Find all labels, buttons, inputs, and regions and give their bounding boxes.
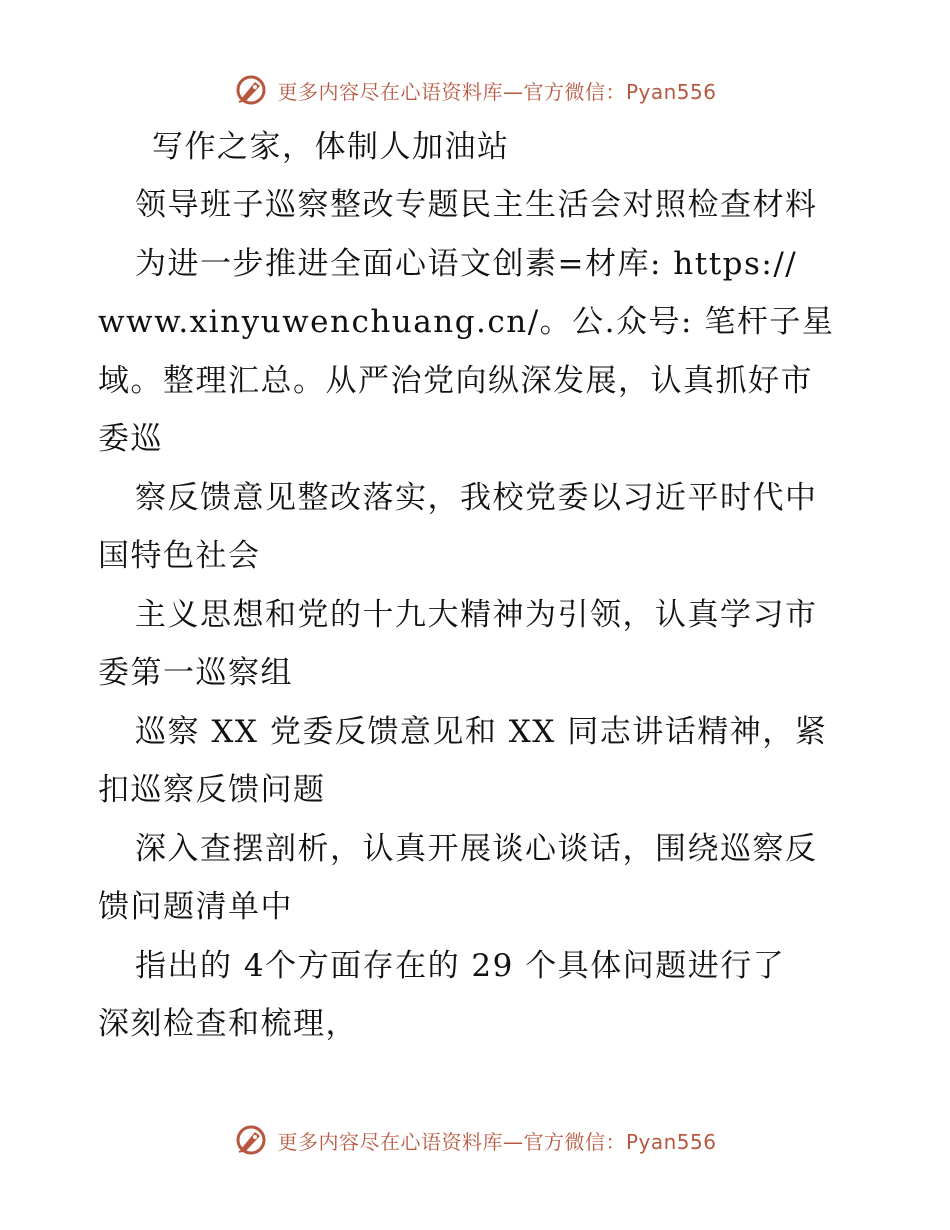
document-line: 域。整理汇总。从严治党向纵深发展，认真抓好市 xyxy=(98,363,813,399)
footer-banner-separator: — xyxy=(502,1129,524,1154)
pen-nib-circle-icon xyxy=(233,1122,269,1158)
document-line: 委第一巡察组 xyxy=(98,655,293,691)
document-line: 国特色社会 xyxy=(98,538,261,574)
header-banner-title: 更多内容尽在心语资料库 xyxy=(277,79,503,104)
document-line: 指出的 4个方面存在的 29 个具体问题进行了 xyxy=(135,948,786,984)
document-line: 主义思想和党的十九大精神为引领，认真学习市 xyxy=(135,597,818,633)
header-banner-wechat: 官方微信：Pyan556 xyxy=(523,79,717,104)
document-line: 领导班子巡察整改专题民主生活会对照检查材料 xyxy=(135,187,818,223)
document-line: 深刻检查和梳理， xyxy=(98,1006,358,1042)
header-banner xyxy=(0,70,950,110)
header-banner-text xyxy=(277,76,716,105)
document-line: 馈问题清单中 xyxy=(98,889,293,925)
footer-banner-text xyxy=(277,1126,716,1155)
document-line: 扣巡察反馈问题 xyxy=(98,772,326,808)
pen-nib-circle-icon xyxy=(233,72,269,108)
document-line: 委巡 xyxy=(98,421,163,457)
document-line: 深入查摆剖析，认真开展谈心谈话，围绕巡察反 xyxy=(135,831,818,867)
document-line: www.xinyuwenchuang.cn/。公.众号: 笔杆子星 xyxy=(98,304,835,340)
header-banner-separator: — xyxy=(502,79,524,104)
footer-banner xyxy=(0,1120,950,1160)
footer-banner-wechat: 官方微信：Pyan556 xyxy=(523,1129,717,1154)
document-line: 写作之家，体制人加油站 xyxy=(152,129,510,165)
document-line: 巡察 XX 党委反馈意见和 XX 同志讲话精神，紧 xyxy=(135,714,828,750)
document-line: 察反馈意见整改落实，我校党委以习近平时代中 xyxy=(135,480,818,516)
document-line: 为进一步推进全面心语文创素=材库: https:// xyxy=(135,246,798,282)
footer-banner-title: 更多内容尽在心语资料库 xyxy=(277,1129,503,1154)
